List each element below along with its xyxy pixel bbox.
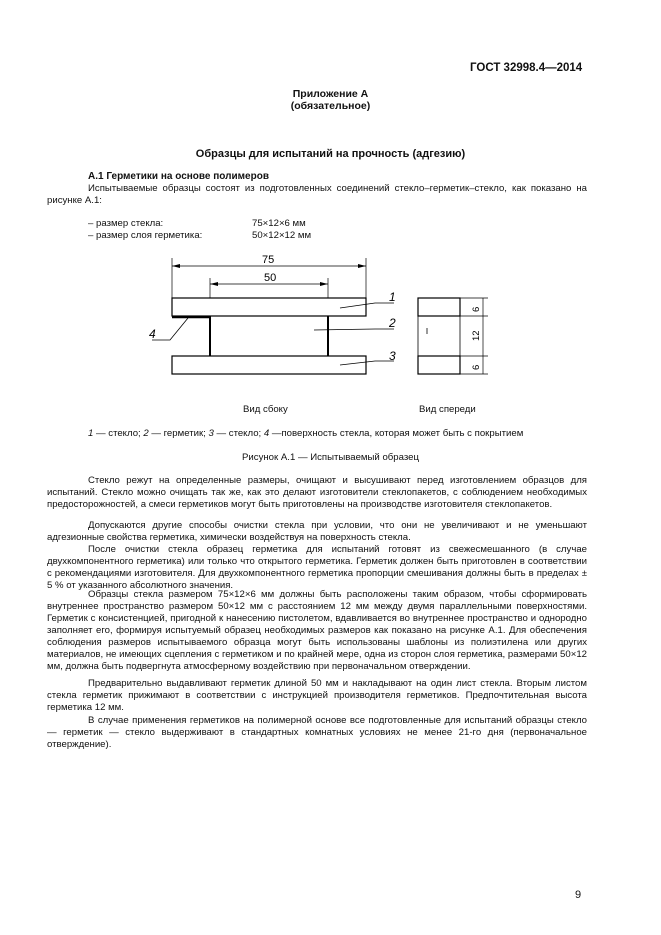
paragraph-1: Стекло режут на определенные размеры, очищают и высушивают перед изготовлением образцов для испытаний. Стекло можно очищать так же, как это делают изготовители стеклопакетов, с соблюдением необходимых предосторожностей, а смеси герметиков могут быть приготовлены на производстве изготовителя стеклопакетов. — [47, 475, 587, 510]
callout-1: 1 — [389, 290, 396, 304]
page-number: 9 — [575, 889, 582, 901]
standard-number: ГОСТ 32998.4—2014 — [470, 62, 583, 74]
legend-text-2: — герметик; — [148, 428, 209, 439]
paragraph-2: Допускаются другие способы очистки стекла при условии, что они не увеличивают и не уменьшают адгезионные свойства герметика, химически воздействуя на поверхность стекла. — [47, 520, 587, 543]
spec-sealant-label: – размер слоя герметика: — [88, 230, 203, 241]
legend-num-4: 4 — [263, 428, 270, 439]
figure-caption: Рисунок А.1 — Испытываемый образец — [242, 452, 419, 463]
spec-glass-label: – размер стекла: — [88, 218, 164, 229]
dim-thickness-bottom: 6 — [471, 364, 482, 370]
annex-title: Приложение А — [292, 88, 369, 100]
legend-num-3: 3 — [208, 428, 214, 439]
dim-sealant: 50 — [264, 272, 277, 284]
legend-text-4: —поверхность стекла, которая может быть с покрытием — [269, 428, 524, 439]
spec-glass-value: 75×12×6 мм — [252, 218, 306, 229]
view-side-label: Вид сбоку — [243, 404, 288, 415]
callout-3: 3 — [389, 349, 396, 363]
figure-legend — [88, 428, 523, 439]
paragraph-3: После очистки стекла образец герметика для испытаний готовят из свежесмешанного (в случае двухкомпонентного герметика) или только что открытого герметика. Герметик должен быть приготовлен в соответствии с рекомендациями изготовителя. Для двухкомпонентного герметика пропорции смешивания должны быть в пределах ± 5 % от указанного абсолютного значения. — [47, 544, 587, 591]
view-front-label: Вид спереди — [419, 404, 476, 415]
annex-status: (обязательное) — [290, 100, 371, 112]
legend-text-3: — стекло; — [213, 428, 264, 439]
paragraph-6: В случае применения герметиков на полимерной основе все подготовленные для испытаний образцы стекло — герметик — стекло выдерживают в стандартных комнатных условиях не менее 21-го дня (первоначальное отверждение). — [47, 715, 587, 750]
legend-num-2: 2 — [143, 428, 149, 439]
page-title: Образцы для испытаний на прочность (адгезию) — [195, 148, 466, 160]
callout-2: 2 — [389, 316, 396, 330]
legend-text-1: — стекло; — [93, 428, 144, 439]
intro-paragraph: Испытываемые образцы состоят из подготовленных соединений стекло–герметик–стекло, как показано на рисунке А.1: — [47, 183, 587, 206]
dim-overall: 75 — [262, 254, 275, 266]
spec-sealant-value: 50×12×12 мм — [252, 230, 312, 241]
dim-thickness-top: 6 — [471, 306, 482, 312]
paragraph-4: Образцы стекла размером 75×12×6 мм должны быть расположены таким образом, чтобы сформировать внутреннее пространство размером 50×12 мм с расстоянием 12 мм между двумя параллельными поверхностями. Герметик с консистенцией, пригодной к нанесению пистолетом, вдавливается во внутреннее пространство и однородно заполняет его, формируя испытуемый образец необходимых размеров как показано на рисунке А.1. Для обеспечения соблюдения размеров испытываемого образца могут быть использованы шаблоны из полиэтилена или других материалов, не имеющих сцепления с герметиком и по крайней мере, одна из сторон слоя герметика, размерами 50×12 мм, должна быть подвергнута атмосферному воздействию при первоначальном отверждении. — [47, 589, 587, 672]
callout-4: 4 — [149, 327, 156, 341]
top-glass-side — [172, 298, 366, 316]
paragraph-5: Предварительно выдавливают герметик длиной 50 мм и накладывают на один лист стекла. Вторым листом стекла герметик прижимают в соответствии с инструкцией производителя герметиков. Предпочтительная высота герметика 12 мм. — [47, 678, 587, 713]
legend-num-1: 1 — [88, 428, 94, 439]
bottom-glass-side — [172, 356, 366, 374]
dim-gap: 12 — [471, 330, 482, 341]
section-heading: А.1 Герметики на основе полимеров — [88, 171, 269, 182]
